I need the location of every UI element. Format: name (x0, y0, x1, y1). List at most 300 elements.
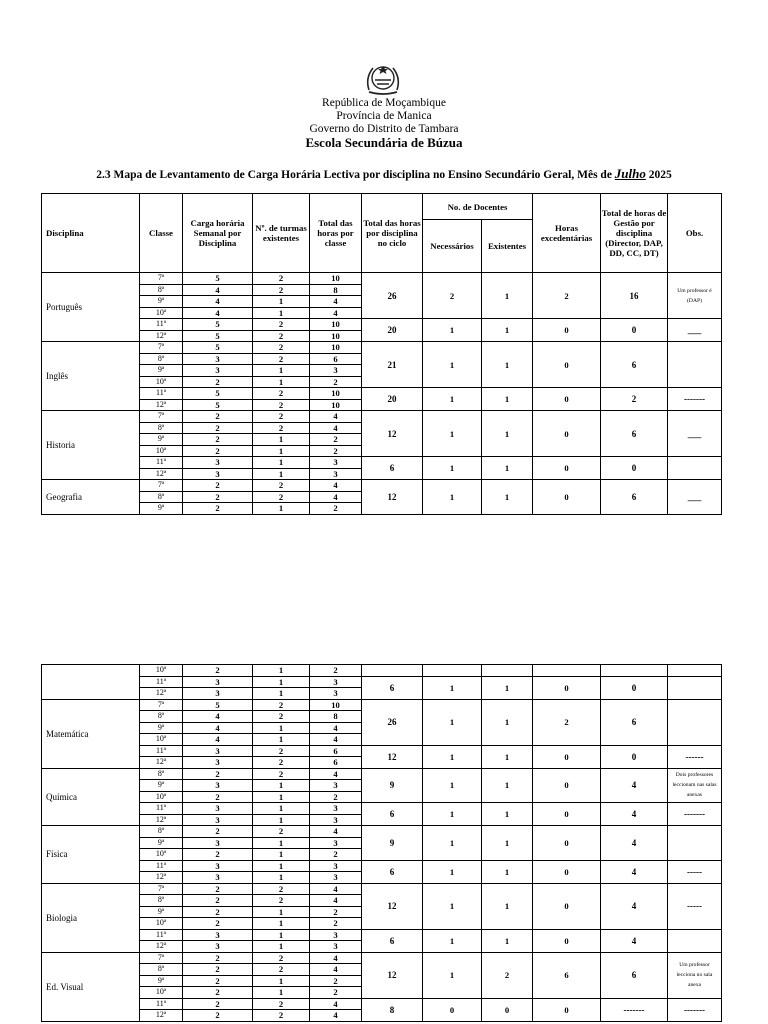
subject-name: Biologia (42, 883, 140, 952)
class-total-hours: 4 (310, 296, 362, 308)
table-row (42, 998, 722, 1010)
cycle-total-hours: 9 (362, 768, 423, 803)
class-grade: 12ª (140, 814, 183, 826)
teachers-needed: 1 (423, 952, 482, 998)
excess-hours: 0 (533, 745, 601, 768)
class-grade: 11ª (140, 929, 183, 941)
excess-hours: 0 (533, 826, 601, 861)
class-total-hours: 4 (310, 895, 362, 907)
weekly-hours: 3 (183, 745, 253, 757)
weekly-hours: 3 (183, 803, 253, 815)
class-grade: 11ª (140, 388, 183, 400)
teachers-needed: 1 (423, 768, 482, 803)
observation: ___ (668, 319, 722, 342)
teachers-needed: 1 (423, 929, 482, 952)
class-count: 2 (253, 480, 310, 492)
excess-hours: 0 (533, 860, 601, 883)
class-count: 1 (253, 734, 310, 746)
class-count: 2 (253, 745, 310, 757)
teachers-existing: 2 (482, 952, 533, 998)
class-count: 1 (253, 780, 310, 792)
weekly-hours: 3 (183, 365, 253, 377)
class-count: 2 (253, 1010, 310, 1022)
subject-name: Geografia (42, 480, 140, 515)
col-existentes: Existentes (482, 220, 533, 273)
management-hours: 4 (601, 826, 668, 861)
excess-hours: 0 (533, 998, 601, 1021)
class-grade: 11ª (140, 319, 183, 331)
excess-hours: 0 (533, 768, 601, 803)
class-total-hours: 4 (310, 1010, 362, 1022)
class-total-hours: 3 (310, 803, 362, 815)
class-count: 1 (253, 803, 310, 815)
observation (668, 826, 722, 861)
class-count: 2 (253, 422, 310, 434)
class-count: 1 (253, 837, 310, 849)
teachers-existing: 0 (482, 998, 533, 1021)
cycle-total-hours: 12 (362, 952, 423, 998)
class-total-hours: 2 (310, 987, 362, 999)
teachers-existing: 1 (482, 273, 533, 319)
observation: ----- (668, 883, 722, 929)
excess-hours: 2 (533, 699, 601, 745)
management-hours: 0 (601, 319, 668, 342)
table-row (42, 480, 722, 492)
class-count: 2 (253, 826, 310, 838)
weekly-hours: 3 (183, 468, 253, 480)
class-grade: 11ª (140, 457, 183, 469)
class-grade: 7ª (140, 699, 183, 711)
class-grade: 9ª (140, 365, 183, 377)
class-grade: 11ª (140, 803, 183, 815)
table-row (42, 457, 722, 469)
header-school: Escola Secundária de Búzua (305, 135, 463, 150)
cycle-total-hours: 12 (362, 745, 423, 768)
class-total-hours: 10 (310, 330, 362, 342)
weekly-hours: 2 (183, 665, 253, 677)
observation: ___ (668, 480, 722, 515)
col-gestao: Total de horas de Gestão por disciplina (Director, DAP, DD, CC, DT) (601, 194, 668, 273)
class-total-hours: 10 (310, 388, 362, 400)
class-count: 2 (253, 411, 310, 423)
empty-cell (601, 665, 668, 677)
weekly-hours: 4 (183, 734, 253, 746)
weekly-hours: 3 (183, 353, 253, 365)
class-total-hours: 4 (310, 411, 362, 423)
class-grade: 10ª (140, 376, 183, 388)
weekly-hours: 2 (183, 376, 253, 388)
observation (668, 457, 722, 480)
class-grade: 10ª (140, 445, 183, 457)
teachers-needed: 1 (423, 883, 482, 929)
title-year: 2025 (648, 169, 672, 181)
teachers-existing: 1 (482, 388, 533, 411)
cycle-total-hours: 6 (362, 860, 423, 883)
class-total-hours: 4 (310, 998, 362, 1010)
management-hours: 6 (601, 952, 668, 998)
class-count: 1 (253, 872, 310, 884)
class-grade: 9ª (140, 780, 183, 792)
class-count: 1 (253, 365, 310, 377)
header-government: Governo do Distrito de Tambara (309, 123, 459, 135)
weekly-hours: 2 (183, 1010, 253, 1022)
empty-cell (482, 665, 533, 677)
class-count: 1 (253, 918, 310, 930)
teachers-needed: 2 (423, 273, 482, 319)
weekly-hours: 3 (183, 688, 253, 700)
cycle-total-hours: 26 (362, 273, 423, 319)
observation (668, 699, 722, 745)
cycle-total-hours: 6 (362, 929, 423, 952)
table-row (42, 952, 722, 964)
management-hours: 4 (601, 929, 668, 952)
management-hours: 0 (601, 457, 668, 480)
teachers-needed: 1 (423, 676, 482, 699)
weekly-hours: 4 (183, 284, 253, 296)
excess-hours: 6 (533, 952, 601, 998)
table-row (42, 273, 722, 285)
management-hours: 16 (601, 273, 668, 319)
teachers-existing: 1 (482, 699, 533, 745)
class-count: 2 (253, 273, 310, 285)
class-total-hours: 3 (310, 872, 362, 884)
empty-cell (533, 665, 601, 677)
excess-hours: 0 (533, 411, 601, 457)
weekly-hours: 2 (183, 987, 253, 999)
class-count: 1 (253, 688, 310, 700)
management-hours: 6 (601, 411, 668, 457)
class-grade: 7ª (140, 952, 183, 964)
class-count: 1 (253, 307, 310, 319)
management-hours: 2 (601, 388, 668, 411)
document-page-2 (0, 640, 768, 1024)
class-count: 1 (253, 457, 310, 469)
table-row (42, 860, 722, 872)
cycle-total-hours: 20 (362, 388, 423, 411)
weekly-hours: 2 (183, 883, 253, 895)
weekly-hours: 3 (183, 757, 253, 769)
weekly-hours: 4 (183, 711, 253, 723)
class-grade: 8ª (140, 826, 183, 838)
class-grade: 12ª (140, 872, 183, 884)
excess-hours: 0 (533, 803, 601, 826)
class-grade: 10ª (140, 918, 183, 930)
col-obs: Obs. (668, 194, 722, 273)
weekly-hours: 2 (183, 503, 253, 515)
class-total-hours: 10 (310, 699, 362, 711)
header-province: Província de Manica (336, 110, 432, 122)
weekly-hours: 2 (183, 768, 253, 780)
mozambique-emblem-icon (361, 60, 405, 96)
class-total-hours: 4 (310, 480, 362, 492)
weekly-hours: 2 (183, 952, 253, 964)
class-count: 2 (253, 998, 310, 1010)
teachers-needed: 1 (423, 411, 482, 457)
observation: Dois professores leccionam nas salas anexas (668, 768, 722, 803)
workload-table-page-2 (41, 664, 722, 1022)
header-republic: República de Moçambique (322, 97, 446, 109)
weekly-hours: 3 (183, 929, 253, 941)
excess-hours: 0 (533, 883, 601, 929)
weekly-hours: 2 (183, 918, 253, 930)
class-grade: 9ª (140, 503, 183, 515)
col-docentes: No. de Docentes (423, 194, 533, 220)
management-hours: 4 (601, 860, 668, 883)
class-total-hours: 3 (310, 860, 362, 872)
class-grade: 9ª (140, 296, 183, 308)
table-row (42, 388, 722, 400)
class-count: 2 (253, 757, 310, 769)
class-grade: 8ª (140, 711, 183, 723)
empty-cell (668, 665, 722, 677)
subject-name: Matemática (42, 699, 140, 768)
teachers-existing: 1 (482, 803, 533, 826)
weekly-hours: 2 (183, 411, 253, 423)
class-total-hours: 3 (310, 468, 362, 480)
class-count: 2 (253, 342, 310, 354)
class-count: 1 (253, 941, 310, 953)
teachers-needed: 1 (423, 803, 482, 826)
weekly-hours: 2 (183, 480, 253, 492)
excess-hours: 0 (533, 480, 601, 515)
class-total-hours: 3 (310, 837, 362, 849)
teachers-existing: 1 (482, 342, 533, 388)
class-grade: 10ª (140, 849, 183, 861)
class-total-hours: 2 (310, 906, 362, 918)
class-count: 1 (253, 676, 310, 688)
subject-name: Português (42, 273, 140, 342)
class-total-hours: 4 (310, 722, 362, 734)
class-total-hours: 3 (310, 457, 362, 469)
class-grade: 7ª (140, 480, 183, 492)
table-row (42, 665, 722, 677)
weekly-hours: 3 (183, 814, 253, 826)
excess-hours: 0 (533, 388, 601, 411)
weekly-hours: 3 (183, 941, 253, 953)
class-grade: 12ª (140, 941, 183, 953)
observation: Um professor lecciona no sala anexa (668, 952, 722, 998)
management-hours: 0 (601, 745, 668, 768)
class-count: 1 (253, 722, 310, 734)
weekly-hours: 3 (183, 872, 253, 884)
excess-hours: 0 (533, 929, 601, 952)
table-row (42, 883, 722, 895)
class-grade: 7ª (140, 342, 183, 354)
col-carga: Carga horária Semanal por Disciplina (183, 194, 253, 273)
class-grade: 12ª (140, 468, 183, 480)
class-count: 2 (253, 284, 310, 296)
weekly-hours: 3 (183, 837, 253, 849)
weekly-hours: 3 (183, 860, 253, 872)
class-count: 1 (253, 376, 310, 388)
weekly-hours: 5 (183, 399, 253, 411)
class-total-hours: 8 (310, 284, 362, 296)
teachers-needed: 1 (423, 319, 482, 342)
subject-name: Historia (42, 411, 140, 480)
class-count: 2 (253, 399, 310, 411)
class-total-hours: 6 (310, 353, 362, 365)
observation: ___ (668, 411, 722, 457)
class-count: 1 (253, 434, 310, 446)
teachers-existing: 1 (482, 768, 533, 803)
class-count: 2 (253, 699, 310, 711)
cycle-total-hours: 20 (362, 319, 423, 342)
observation: ------- (668, 803, 722, 826)
class-count: 2 (253, 319, 310, 331)
teachers-needed: 1 (423, 457, 482, 480)
class-total-hours: 4 (310, 883, 362, 895)
class-total-hours: 3 (310, 814, 362, 826)
weekly-hours: 4 (183, 296, 253, 308)
cycle-total-hours: 12 (362, 480, 423, 515)
class-count: 2 (253, 768, 310, 780)
subject-name: Ed. Visual (42, 952, 140, 1021)
col-total-classe: Total das horas por classe (310, 194, 362, 273)
class-count: 2 (253, 330, 310, 342)
class-grade: 8ª (140, 895, 183, 907)
class-grade: 8ª (140, 964, 183, 976)
weekly-hours: 3 (183, 676, 253, 688)
weekly-hours: 2 (183, 826, 253, 838)
col-excedentarias: Horas excedentárias (533, 194, 601, 273)
class-count: 1 (253, 849, 310, 861)
weekly-hours: 5 (183, 319, 253, 331)
class-total-hours: 10 (310, 273, 362, 285)
weekly-hours: 2 (183, 422, 253, 434)
teachers-needed: 1 (423, 699, 482, 745)
class-count: 2 (253, 491, 310, 503)
class-total-hours: 3 (310, 365, 362, 377)
teachers-needed: 1 (423, 388, 482, 411)
class-total-hours: 2 (310, 376, 362, 388)
table-row (42, 803, 722, 815)
class-grade: 11ª (140, 998, 183, 1010)
teachers-existing: 1 (482, 826, 533, 861)
cycle-total-hours: 6 (362, 803, 423, 826)
weekly-hours: 3 (183, 780, 253, 792)
class-grade: 10ª (140, 987, 183, 999)
class-total-hours: 4 (310, 768, 362, 780)
class-total-hours: 2 (310, 445, 362, 457)
excess-hours: 0 (533, 676, 601, 699)
class-count: 2 (253, 711, 310, 723)
class-grade: 11ª (140, 860, 183, 872)
class-total-hours: 4 (310, 491, 362, 503)
management-hours: ------- (601, 998, 668, 1021)
col-total-ciclo: Total das horas por disciplina no ciclo (362, 194, 423, 273)
class-total-hours: 3 (310, 929, 362, 941)
class-count: 1 (253, 791, 310, 803)
weekly-hours: 4 (183, 307, 253, 319)
teachers-existing: 1 (482, 676, 533, 699)
management-hours: 6 (601, 342, 668, 388)
teachers-existing: 1 (482, 883, 533, 929)
class-grade: 7ª (140, 273, 183, 285)
class-total-hours: 4 (310, 952, 362, 964)
class-grade: 9ª (140, 975, 183, 987)
class-grade: 9ª (140, 722, 183, 734)
weekly-hours: 5 (183, 273, 253, 285)
teachers-needed: 1 (423, 342, 482, 388)
class-total-hours: 10 (310, 399, 362, 411)
class-count: 1 (253, 468, 310, 480)
class-grade: 8ª (140, 768, 183, 780)
weekly-hours: 2 (183, 906, 253, 918)
class-grade: 9ª (140, 434, 183, 446)
table-row (42, 826, 722, 838)
cycle-total-hours: 12 (362, 411, 423, 457)
class-total-hours: 2 (310, 434, 362, 446)
class-count: 2 (253, 952, 310, 964)
management-hours: 6 (601, 480, 668, 515)
class-total-hours: 2 (310, 975, 362, 987)
class-grade: 7ª (140, 411, 183, 423)
teachers-needed: 1 (423, 480, 482, 515)
class-count: 1 (253, 860, 310, 872)
class-grade: 8ª (140, 491, 183, 503)
observation: ------- (668, 388, 722, 411)
table-row (42, 768, 722, 780)
teachers-needed: 0 (423, 998, 482, 1021)
class-total-hours: 4 (310, 422, 362, 434)
document-title (0, 166, 768, 182)
class-count: 2 (253, 964, 310, 976)
cycle-total-hours: 9 (362, 826, 423, 861)
table-row (42, 676, 722, 688)
class-total-hours: 2 (310, 791, 362, 803)
class-grade: 9ª (140, 906, 183, 918)
class-grade: 8ª (140, 353, 183, 365)
class-total-hours: 4 (310, 826, 362, 838)
class-grade: 12ª (140, 399, 183, 411)
teachers-existing: 1 (482, 411, 533, 457)
col-disciplina: Disciplina (42, 194, 140, 273)
teachers-existing: 1 (482, 457, 533, 480)
title-month: Julho (614, 166, 646, 181)
management-hours: 0 (601, 676, 668, 699)
teachers-existing: 1 (482, 480, 533, 515)
table-row (42, 319, 722, 331)
class-total-hours: 6 (310, 745, 362, 757)
class-grade: 10ª (140, 307, 183, 319)
class-grade: 10ª (140, 665, 183, 677)
weekly-hours: 3 (183, 457, 253, 469)
table-row (42, 929, 722, 941)
weekly-hours: 5 (183, 388, 253, 400)
weekly-hours: 2 (183, 998, 253, 1010)
class-count: 1 (253, 445, 310, 457)
observation: Um professor é (DAP) (668, 273, 722, 319)
class-count: 1 (253, 296, 310, 308)
class-total-hours: 2 (310, 849, 362, 861)
table-row (42, 699, 722, 711)
observation (668, 929, 722, 952)
class-count: 1 (253, 814, 310, 826)
teachers-needed: 1 (423, 860, 482, 883)
class-grade: 12ª (140, 757, 183, 769)
class-total-hours: 3 (310, 941, 362, 953)
teachers-existing: 1 (482, 929, 533, 952)
workload-table-page-1 (41, 193, 722, 515)
class-count: 2 (253, 883, 310, 895)
class-total-hours: 4 (310, 964, 362, 976)
cycle-total-hours: 6 (362, 457, 423, 480)
col-turmas: Nº. de turmas existentes (253, 194, 310, 273)
cycle-total-hours: 12 (362, 883, 423, 929)
teachers-existing: 1 (482, 319, 533, 342)
class-count: 1 (253, 906, 310, 918)
cycle-total-hours: 8 (362, 998, 423, 1021)
